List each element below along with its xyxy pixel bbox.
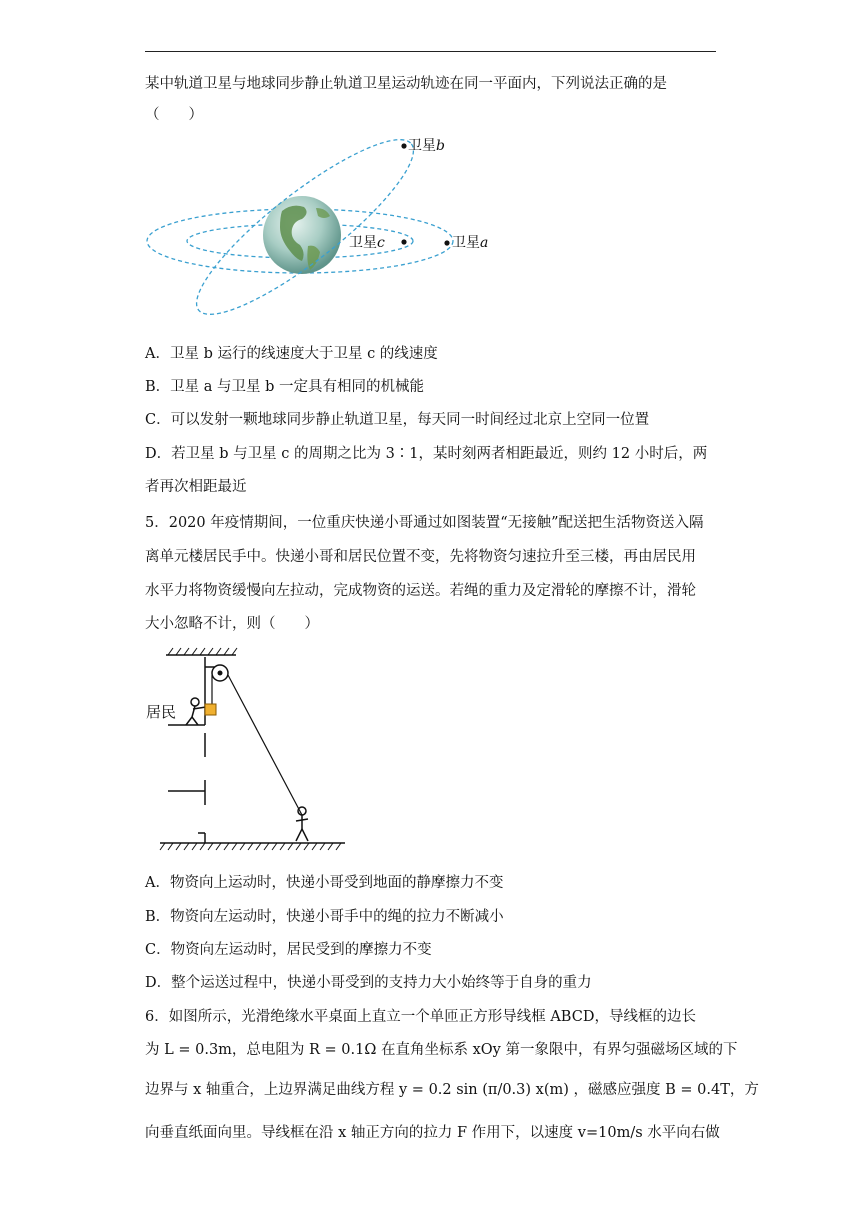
label-satellite-b: 卫星b: [408, 138, 445, 154]
q4-option-d: D．若卫星 b 与卫星 c 的周期之比为 3∶1，某时刻两者相距最近，则约 12 小时后，两: [145, 446, 708, 462]
satellite-b-dot: [401, 143, 406, 148]
q4-option-a: A．卫星 b 运行的线速度大于卫星 c 的线速度: [145, 346, 438, 362]
q5-stem-line4: 大小忽略不计，则（ ）: [145, 616, 319, 632]
q4-stem-line1: 某中轨道卫星与地球同步静止轨道卫星运动轨迹在同一平面内，下列说法正确的是: [145, 76, 667, 92]
q4-option-d-cont: 者再次相距最近: [145, 479, 247, 495]
label-resident: 居民: [146, 703, 177, 721]
q5-stem-line1: 5．2020 年疫情期间，一位重庆快递小哥通过如图装置“无接触”配送把生活物资送入隔: [145, 515, 704, 531]
q4-option-c: C．可以发射一颗地球同步静止轨道卫星，每天同一时间经过北京上空同一位置: [145, 412, 650, 428]
q6-line2: 为 L = 0.3m，总电阻为 R = 0.1Ω 在直角坐标系 xOy 第一象限中，有界匀强磁场区域的下: [145, 1042, 738, 1058]
satellite-orbit-figure: [140, 128, 520, 333]
header-rule: [145, 51, 716, 52]
courier-figure-icon: [296, 807, 308, 841]
label-satellite-a: 卫星a: [452, 235, 489, 251]
q5-option-c: C．物资向左运动时，居民受到的摩擦力不变: [145, 942, 432, 958]
satellite-a-dot: [444, 240, 449, 245]
label-satellite-c: 卫星c: [349, 235, 385, 251]
pulley-delivery-figure: [140, 645, 355, 855]
q6-line4: 向垂直纸面向里。导线框在沿 x 轴正方向的拉力 F 作用下，以速度 v=10m/s 水平向右做: [145, 1125, 720, 1141]
q6-line3: 边界与 x 轴重合，上边界满足曲线方程 y = 0.2 sin (π/0.3) x(m) ，磁感应强度 B = 0.4T，方: [145, 1082, 759, 1098]
q5-stem-line3: 水平力将物资缓慢向左拉动，完成物资的运送。若绳的重力及定滑轮的摩擦不计，滑轮: [145, 583, 696, 599]
q5-option-d: D．整个运送过程中，快递小哥受到的支持力大小始终等于自身的重力: [145, 975, 592, 991]
q5-option-b: B．物资向左运动时，快递小哥手中的绳的拉力不断减小: [145, 909, 504, 925]
q4-option-b: B．卫星 a 与卫星 b 一定具有相同的机械能: [145, 379, 425, 395]
cargo-box: [205, 704, 216, 715]
satellite-c-dot: [401, 239, 406, 244]
resident-figure-icon: [186, 698, 206, 725]
q4-stem-line2: （ ）: [145, 107, 203, 123]
q5-stem-line2: 离单元楼居民手中。快递小哥和居民位置不变，先将物资匀速拉升至三楼，再由居民用: [145, 549, 696, 565]
q6-line1: 6．如图所示，光滑绝缘水平桌面上直立一个单匝正方形导线框 ABCD，导线框的边长: [145, 1009, 696, 1025]
q5-option-a: A．物资向上运动时，快递小哥受到地面的静摩擦力不变: [145, 875, 504, 891]
